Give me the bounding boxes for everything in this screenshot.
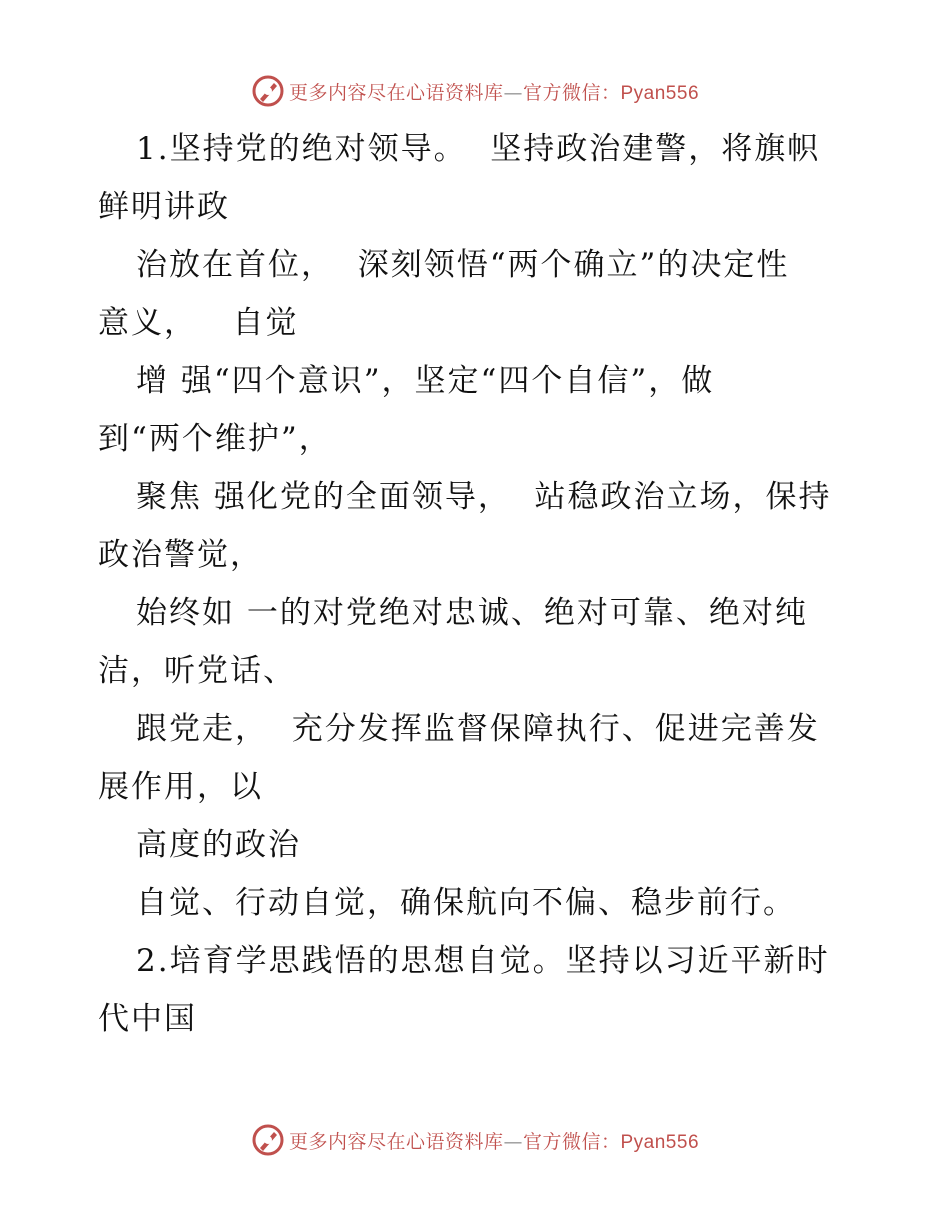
- paragraph-line: 1.坚持党的绝对领导。 坚持政治建警，将旗帜: [136, 131, 821, 167]
- paragraph-line: 2.培育学思践悟的思想自觉。坚持以习近平新时: [136, 943, 830, 979]
- paragraph-line: 洁，听党话、: [98, 653, 296, 689]
- paragraph-line: 增 强“四个意识”，坚定“四个自信”，做: [136, 363, 715, 399]
- paragraph-line: 始终如 一的对党绝对忠诚、绝对可靠、绝对纯: [136, 595, 808, 631]
- page-footer-banner: [0, 1120, 950, 1160]
- paragraph-line: 代中国: [98, 1001, 197, 1037]
- paragraph-line: 聚焦 强化党的全面领导， 站稳政治立场，保持: [136, 479, 832, 515]
- paragraph-line: 展作用，以: [98, 769, 263, 805]
- page-header-banner: [0, 71, 950, 111]
- header-banner-official: 官方微信：: [522, 81, 621, 104]
- header-banner-sep: —: [503, 81, 523, 104]
- paragraph-line: 鲜明讲政: [98, 189, 230, 225]
- pen-logo-icon: [251, 74, 285, 108]
- footer-banner-sep: —: [503, 1130, 523, 1153]
- paragraph-line: 自觉、行动自觉，确保航向不偏、稳步前行。: [136, 885, 796, 921]
- header-banner-id: Pyan556: [620, 82, 700, 104]
- header-banner-text: [289, 78, 699, 105]
- footer-banner-id: Pyan556: [620, 1131, 700, 1153]
- pen-logo-icon: [251, 1123, 285, 1157]
- paragraph-line: 高度的政治: [136, 827, 301, 863]
- footer-banner-text: [289, 1127, 699, 1154]
- paragraph-line: 意义， 自觉: [98, 305, 299, 341]
- paragraph-line: 跟党走， 充分发挥监督保障执行、促进完善发: [136, 711, 820, 747]
- footer-banner-main: 更多内容尽在心语资料库: [288, 1130, 504, 1153]
- paragraph-line: 治放在首位， 深刻领悟“两个确立”的决定性: [136, 247, 790, 283]
- document-body: [98, 120, 858, 1048]
- paragraph-line: 政治警觉，: [98, 537, 263, 573]
- header-banner-main: 更多内容尽在心语资料库: [288, 81, 504, 104]
- paragraph-line: 到“两个维护”，: [98, 421, 332, 457]
- footer-banner-official: 官方微信：: [522, 1130, 621, 1153]
